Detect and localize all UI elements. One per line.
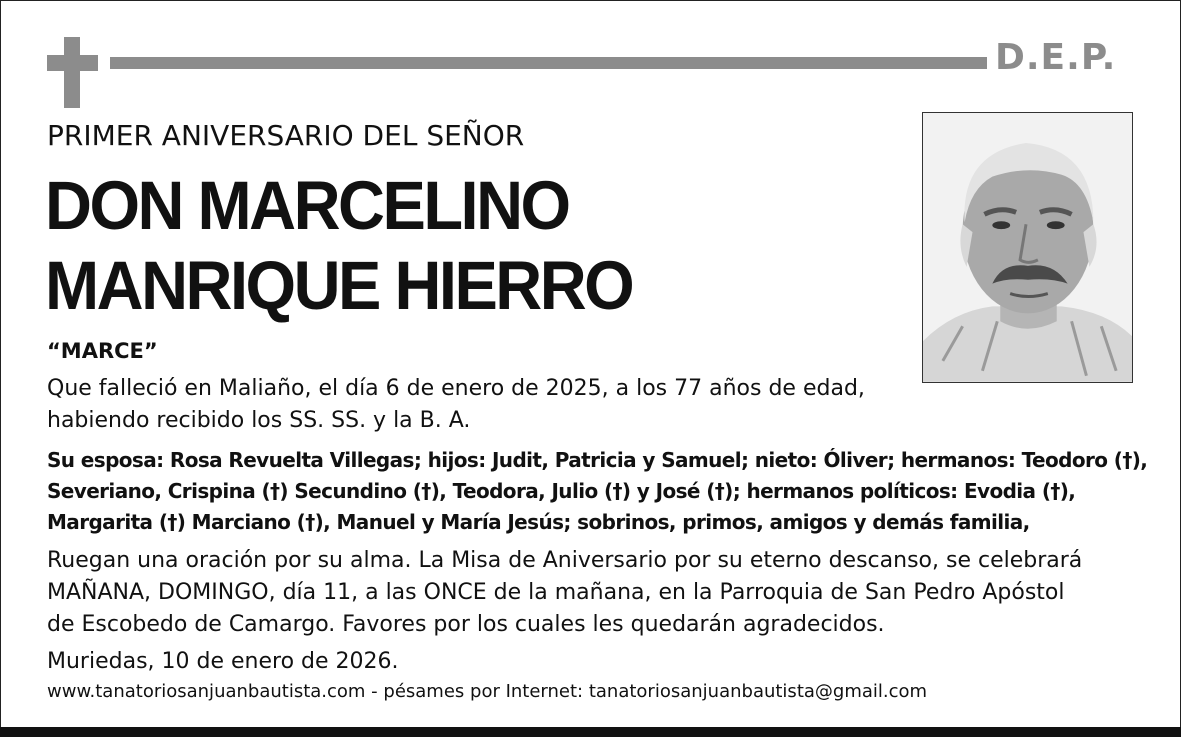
death-line1: Que falleció en Maliaño, el día 6 de enero de 2025, a los 77 años de edad, bbox=[47, 376, 865, 401]
prayer-line2: MAÑANA, DOMINGO, día 11, a las ONCE de la mañana, en la Parroquia de San Pedro Apóstol bbox=[47, 580, 1065, 605]
place-date: Muriedas, 10 de enero de 2026. bbox=[47, 649, 399, 674]
nickname: “MARCE” bbox=[47, 339, 158, 363]
family-line1: Su esposa: Rosa Revuelta Villegas; hijos: Judit, Patricia y Samuel; nieto: Óliver; hermanos: Teodoro (†), bbox=[47, 448, 1148, 472]
dep-label: D.E.P. bbox=[995, 37, 1117, 78]
website-contact: www.tanatoriosanjuanbautista.com - pésames por Internet: tanatoriosanjuanbautista@gmail.com bbox=[47, 681, 928, 702]
death-details bbox=[47, 373, 865, 437]
prayer-line1: Ruegan una oración por su alma. La Misa de Aniversario por su eterno descanso, se celebrará bbox=[47, 548, 1083, 573]
latin-cross-icon-bar bbox=[47, 55, 98, 71]
deceased-name bbox=[45, 166, 632, 326]
family-line2: Severiano, Crispina (†) Secundino (†), Teodora, Julio (†) y José (†); hermanos políticos: Evodia (†), bbox=[47, 479, 1076, 503]
anniversary-intro: PRIMER ANIVERSARIO DEL SEÑOR bbox=[47, 119, 525, 152]
family-line3: Margarita (†) Marciano (†), Manuel y María Jesús; sobrinos, primos, amigos y demás familia, bbox=[47, 510, 1030, 534]
family-list bbox=[47, 445, 1147, 538]
prayer-line3: de Escobedo de Camargo. Favores por los cuales les quedarán agradecidos. bbox=[47, 612, 885, 637]
header-rule bbox=[110, 57, 987, 69]
bottom-rule bbox=[0, 727, 1181, 737]
portrait-photo bbox=[922, 112, 1133, 383]
death-line2: habiendo recibido los SS. SS. y la B. A. bbox=[47, 408, 471, 433]
deceased-name-line2: MANRIQUE HIERRO bbox=[45, 246, 633, 324]
deceased-name-line1: DON MARCELINO bbox=[45, 167, 569, 244]
latin-cross-icon bbox=[64, 37, 80, 108]
mass-announcement bbox=[47, 545, 1082, 641]
